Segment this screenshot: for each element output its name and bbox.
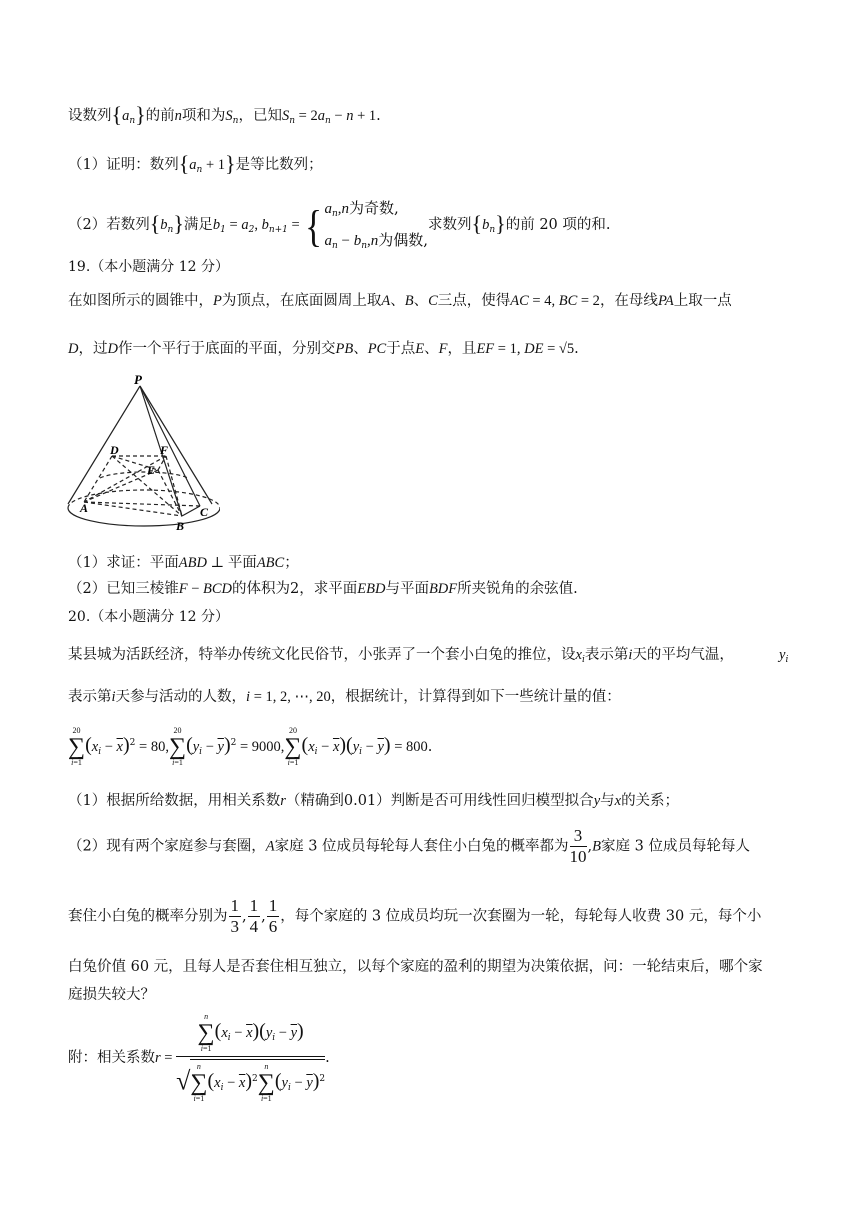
q19-line2: D，过D作一个平行于底面的平面，分别交PB、PC于点E、F，且EF = 1, DE = √5. <box>68 341 579 357</box>
q19-line1: 在如图所示的圆锥中，P为顶点，在底面圆周上取A、B、C三点，使得AC = 4, BC = 2，在母线PA上取一点 <box>68 293 732 309</box>
prob-B3-den: 6 <box>268 917 278 936</box>
label-D: D <box>110 443 119 457</box>
q20-stats: 20 ∑ i=1 $(x_i - \overline{x})^2 = 80$, 20 ∑ i=1 $(y_i - \overline{y})^2 = 9000$, 20 ∑ i=1 $(x_i - \overline{x})(y_i - \overline{y}) = 800$. <box>68 726 433 767</box>
q20-appendix: 附：相关系数r = n ∑ i=1 $(x_i - \overline{x})(y_i - \overline{y})$ √ n ∑ i=1 $(x_i - \overline{x})^2$ n ∑ i=1 $(y_i - \overline{y})^2$ . <box>68 1012 330 1103</box>
prob-B2-den: 4 <box>249 917 259 936</box>
label-E: E <box>147 463 156 477</box>
prob-B2-num: 1 <box>249 896 259 915</box>
label-F: F <box>160 443 169 457</box>
q19-heading: 19.（本小题满分 12 分） <box>68 259 229 275</box>
prob-B3-num: 1 <box>268 896 278 915</box>
q19-part1: （1）求证：平面ABD ⊥ 平面ABC； <box>68 555 299 571</box>
q18-part1: （1）证明：数列$\{a_n + 1\}$是等比数列； <box>68 151 323 176</box>
q19-part2: （2）已知三棱锥F − BCD的体积为2，求平面EBD与平面BDF所夹锐角的余弦值. <box>68 581 578 597</box>
prob-A-num: 3 <box>570 826 587 847</box>
q20-line1: 某县城为活跃经济，特举办传统文化民俗节，小张弄了一个套小白兔的推位，设$x_i$表示第i天的平均气温， $y_i$ <box>68 647 789 665</box>
cone-figure <box>60 370 220 530</box>
q20-part2-c-post: ，每个家庭的 3 位成员均玩一次套圈为一轮，每轮每人收费 30 元，每个小 <box>280 908 762 925</box>
q20-part2-c: 套住小白兔的概率分别为 $\frac{1}{3}$ , $\frac{1}{4}$ , $\frac{1}{6}$ ，每个家庭的 3 位成员均玩一次套圈为一轮，每轮每人收费 30 元，每个小 <box>68 896 762 936</box>
prob-A-den: 10 <box>569 847 587 866</box>
q20-part1: （1）根据所给数据，用相关系数r（精确到0.01）判断是否可用线性回归模型拟合y与x的关系； <box>68 793 680 809</box>
q18-intro: 设数列$\{a_n\}$的前n项和为$S_n$，已知$S_n = 2a_n - n + 1$. <box>68 102 381 127</box>
label-C: C <box>200 505 209 519</box>
stat-sxx: 80 <box>150 739 166 755</box>
q20-part2-d: 白兔价值 60 元，且每人是否套住相互独立，以每个家庭的盈利的期望为决策依据，问：一轮结束后，哪个家 <box>68 959 763 975</box>
label-A: A <box>80 501 89 515</box>
q20-heading: 20.（本小题满分 12 分） <box>68 609 229 625</box>
q20-part2-e: 庭损失较大？ <box>68 987 155 1003</box>
label-B: B <box>176 519 185 530</box>
q18-part2: （2）若数列$\{b_n\}$满足$b_1 = a_2$, $b_{n+1}$ = { $a_n,n$为奇数, $a_n - b_n,n$为偶数, 求数列$\{b_n\}$的前 20 项的和. <box>68 199 611 251</box>
prob-B1-den: 3 <box>230 917 239 936</box>
q20-line2: 表示第i天参与活动的人数，i = 1, 2, ⋯, 20，根据统计，计算得到如下一些统计量的值： <box>68 689 621 705</box>
stat-syy: 9000 <box>251 739 281 755</box>
label-P: P <box>134 372 142 387</box>
prob-B1-num: 1 <box>230 896 239 915</box>
stat-sxy: 800 <box>406 739 428 755</box>
appendix-label: 附：相关系数 <box>68 1050 155 1066</box>
q20-part2-a: （2）现有两个家庭参与套圈，A家庭 3 位成员每轮每人套住小白兔的概率都为 $\frac{3}{10}$ ,B家庭 3 位成员每轮每人 <box>68 826 750 866</box>
